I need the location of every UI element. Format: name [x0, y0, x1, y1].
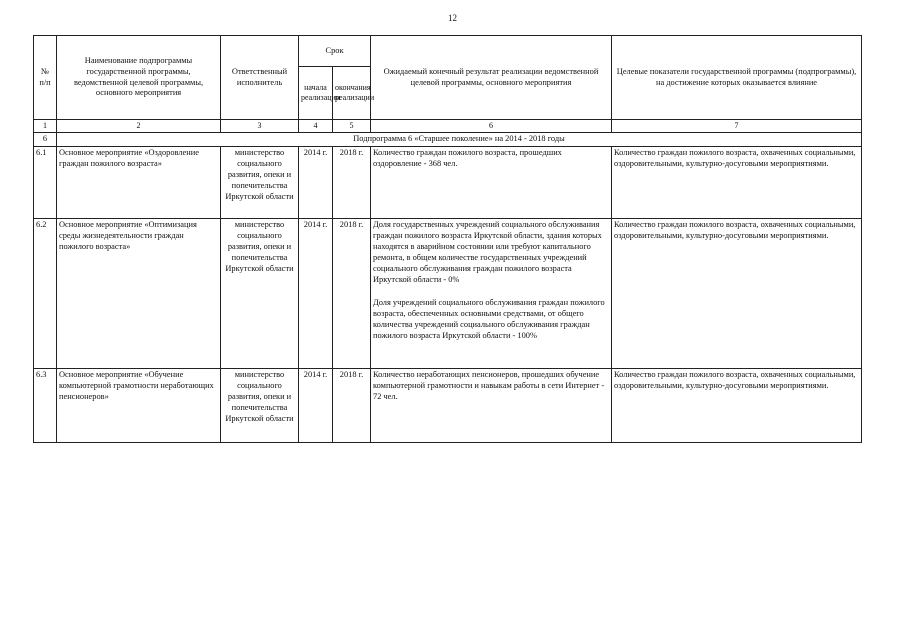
row-num: 6.1 — [34, 147, 57, 219]
row-start: 2014 г. — [299, 147, 333, 219]
header-term: Срок — [299, 36, 371, 67]
row-name: Основное мероприятие «Оздоровление граждан пожилого возраста» — [57, 147, 221, 219]
row-responsible: министерство социального развития, опеки и попечительства Иркутской области — [221, 219, 299, 369]
header-term-end: окончания реализации — [333, 67, 371, 120]
row-responsible: министерство социального развития, опеки и попечительства Иркутской области — [221, 369, 299, 443]
row-start: 2014 г. — [299, 219, 333, 369]
row-end: 2018 г. — [333, 369, 371, 443]
header-name: Наименование подпрограммы государственной программы, ведомственной целевой программы, основного мероприятия — [57, 36, 221, 120]
row-indicator: Количество граждан пожилого возраста, охваченных социальными, оздоровительными, культурно-досуговыми мероприятиями. — [612, 219, 862, 369]
column-number: 2 — [57, 120, 221, 133]
column-number: 4 — [299, 120, 333, 133]
row-result — [371, 369, 612, 443]
column-number: 5 — [333, 120, 371, 133]
table-row — [34, 147, 862, 219]
row-result — [371, 147, 612, 219]
subprogram-row — [34, 133, 862, 147]
column-number: 6 — [371, 120, 612, 133]
row-start: 2014 г. — [299, 369, 333, 443]
row-name: Основное мероприятие «Обучение компьютерной грамотности неработающих пенсионеров» — [57, 369, 221, 443]
row-indicator: Количество граждан пожилого возраста, охваченных социальными, оздоровительными, культурно-досуговыми мероприятиями. — [612, 147, 862, 219]
page-number: 12 — [448, 13, 457, 23]
row-result-text: Доля государственных учреждений социального обслуживания граждан пожилого возраста Иркутской области, здания которых находятся в аварийном состоянии или требуют капитального ремонта, в общем количестве государственных учреждений социального обслуживания граждан пожилого возраста Иркутской области - 0% — [373, 220, 602, 284]
header-responsible: Ответственный исполнитель — [221, 36, 299, 120]
program-table — [33, 35, 862, 443]
column-number: 1 — [34, 120, 57, 133]
table-row — [34, 219, 862, 369]
table-row — [34, 369, 862, 443]
subprogram-title: Подпрограмма 6 «Старшее поколение» на 2014 - 2018 годы — [57, 133, 862, 147]
column-number: 7 — [612, 120, 862, 133]
header-indicators: Целевые показатели государственной программы (подпрограммы), на достижение которых оказывается влияние — [612, 36, 862, 120]
row-result — [371, 219, 612, 369]
row-num: 6.2 — [34, 219, 57, 369]
row-num: 6.3 — [34, 369, 57, 443]
subprogram-num: 6 — [34, 133, 57, 147]
column-number-row — [34, 120, 862, 133]
table-header-row — [34, 36, 862, 67]
row-responsible: министерство социального развития, опеки и попечительства Иркутской области — [221, 147, 299, 219]
row-result-text: Количество граждан пожилого возраста, прошедших оздоровление - 368 чел. — [373, 148, 562, 169]
header-result: Ожидаемый конечный результат реализации ведомственной целевой программы, основного мероприятия — [371, 36, 612, 120]
header-num: № п/п — [34, 36, 57, 120]
row-end: 2018 г. — [333, 219, 371, 369]
row-result-text: Количество неработающих пенсионеров, прошедших обучение компьютерной грамотности и навыкам работы в сети Интернет - 72 чел. — [373, 370, 605, 402]
column-number: 3 — [221, 120, 299, 133]
header-term-start: начала реализации — [299, 67, 333, 120]
row-result-text-2: Доля учреждений социального обслуживания граждан пожилого возраста, обеспеченных основными средствами, от общего количества учреждений социального обслуживания граждан пожилого возраста Иркутской области - 100% — [373, 297, 605, 340]
row-name: Основное мероприятие «Оптимизация среды жизнедеятельности граждан пожилого возраста» — [57, 219, 221, 369]
row-indicator: Количество граждан пожилого возраста, охваченных социальными, оздоровительными, культурно-досуговыми мероприятиями. — [612, 369, 862, 443]
row-end: 2018 г. — [333, 147, 371, 219]
